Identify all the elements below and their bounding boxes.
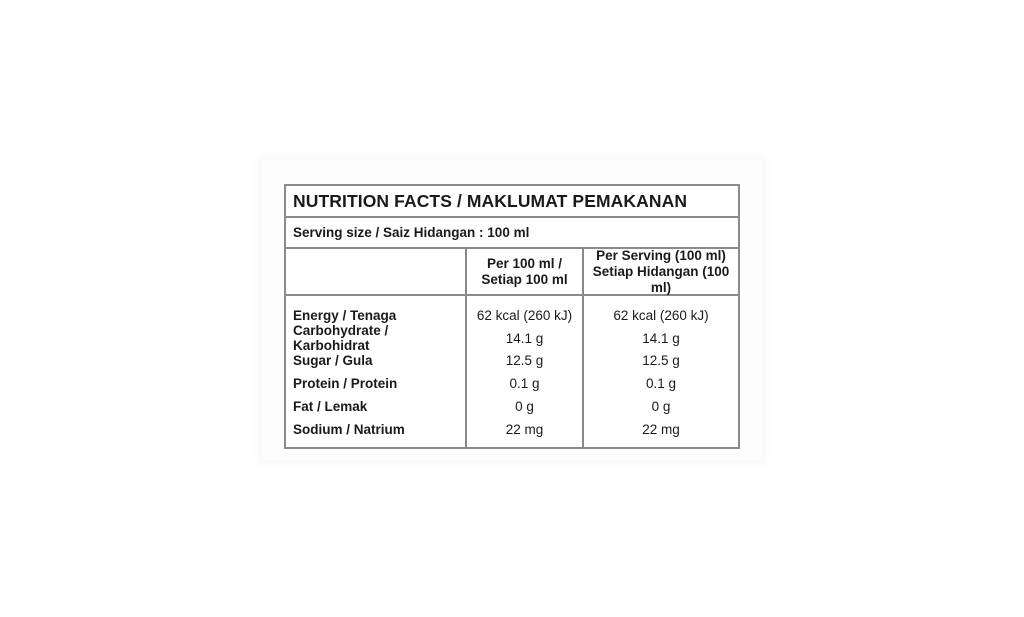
header-per-100ml [465,249,582,296]
header-empty-cell [286,249,465,296]
per-100ml-value: 0.1 g [509,376,540,392]
header-per-100ml-line2: Setiap 100 ml [481,271,568,287]
per-100ml-value: 22 mg [505,421,544,437]
header-per-serving [582,249,738,296]
nutrient-name: Protein / Protein [293,376,398,392]
header-per-100ml-line1: Per 100 ml / [486,255,563,271]
nutrient-name: Carbohydrate / Karbohidrat [293,323,389,354]
nutrient-names-column [286,296,465,447]
per-100ml-value: 62 kcal (260 kJ) [476,307,573,323]
table-title: NUTRITION FACTS / MAKLUMAT PEMAKANAN [286,186,738,218]
serving-size: Serving size / Saiz Hidangan : 100 ml [286,218,738,249]
per-100ml-value: 14.1 g [505,330,544,346]
per-100ml-column [465,296,582,447]
per-100ml-value: 0 g [515,399,534,415]
per-serving-value: 14.1 g [642,330,680,346]
per-serving-value: 22 mg [642,421,680,437]
header-per-serving-line2: Setiap Hidangan (100 ml) [592,263,730,295]
header-per-serving-line1: Per Serving (100 ml) [596,247,726,263]
nutrition-facts-table [284,184,740,449]
per-100ml-value: 12.5 g [505,353,544,369]
per-serving-value: 12.5 g [642,353,680,369]
nutrient-name: Energy / Tenaga [293,307,397,323]
per-serving-value: 62 kcal (260 kJ) [613,307,709,323]
nutrient-name: Fat / Lemak [293,399,368,415]
table-header-row [286,249,738,296]
per-serving-value: 0 g [651,399,671,415]
nutrient-name: Sugar / Gula [293,353,373,369]
per-serving-value: 0.1 g [645,376,677,392]
table-body [286,296,738,447]
nutrient-name: Sodium / Natrium [293,421,405,437]
per-serving-column [582,296,738,447]
